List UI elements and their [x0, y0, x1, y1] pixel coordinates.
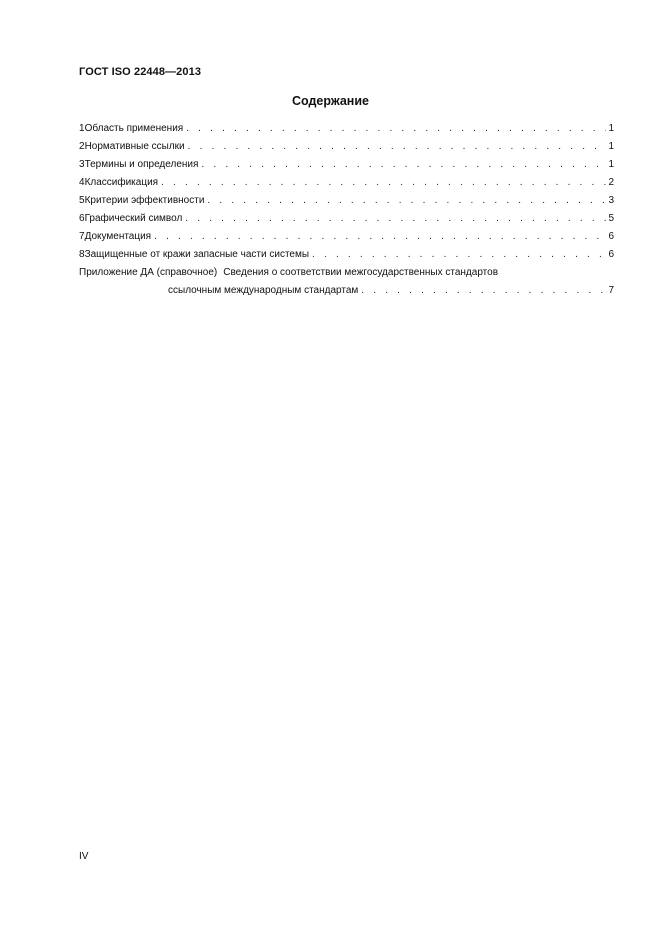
toc-entry-8[interactable]	[79, 246, 614, 264]
toc-entry-3[interactable]	[79, 156, 614, 174]
toc-title: Содержание	[291, 94, 369, 108]
toc-entry-page: 1	[608, 141, 614, 152]
toc-entry-page: 5	[608, 213, 614, 224]
toc-entry-number: 2	[79, 141, 85, 152]
toc-leader-dots	[201, 156, 606, 174]
toc-entry-6[interactable]	[79, 210, 614, 228]
toc-entry-page: 6	[608, 249, 614, 260]
toc-leader-dots	[186, 120, 606, 138]
toc-entry-number: 3	[79, 159, 85, 170]
toc-entry-page: 3	[608, 195, 614, 206]
toc-entry-title: Классификация	[84, 177, 159, 188]
toc-entry-1[interactable]	[79, 120, 614, 138]
toc-entry-page: 1	[608, 123, 614, 134]
toc-entry-title: Документация	[84, 231, 152, 242]
toc-leader-dots	[154, 228, 606, 246]
appendix-title-line1: Сведения о соответствии межгосударственных стандартов	[223, 267, 499, 278]
document-header: ГОСТ ISO 22448—2013	[79, 66, 202, 78]
toc-entry-page: 6	[608, 231, 614, 242]
appendix-title-line2: ссылочным международным стандартам	[168, 285, 359, 296]
toc-entry-2[interactable]	[79, 138, 614, 156]
toc-leader-dots	[207, 192, 606, 210]
toc-entry-title: Термины и определения	[84, 159, 199, 170]
toc-entry-number: 5	[79, 195, 85, 206]
toc-entry-number: 1	[79, 123, 85, 134]
toc-entry-page: 7	[608, 285, 614, 296]
toc-entry-4[interactable]	[79, 174, 614, 192]
toc-entry-number: 8	[79, 249, 85, 260]
toc-entry-title: Критерии эффективности	[84, 195, 205, 206]
toc-entry-title: Нормативные ссылки	[84, 141, 185, 152]
page-number: IV	[79, 851, 89, 862]
toc-entry-number: 6	[79, 213, 85, 224]
toc-leader-dots	[185, 210, 606, 228]
toc-entry-title: Защищенные от кражи запасные части системы	[84, 249, 310, 260]
toc-entry-7[interactable]	[79, 228, 614, 246]
toc-entry-title: Графический символ	[84, 213, 183, 224]
toc-entry-number: 4	[79, 177, 85, 188]
table-of-contents	[79, 120, 614, 300]
toc-entry-title: Область применения	[84, 123, 184, 134]
toc-entry-number: 7	[79, 231, 85, 242]
toc-leader-dots	[188, 138, 606, 156]
toc-appendix-entry[interactable]	[79, 264, 614, 300]
toc-entry-5[interactable]	[79, 192, 614, 210]
toc-leader-dots	[312, 246, 606, 264]
toc-entry-page: 1	[608, 159, 614, 170]
toc-leader-dots	[361, 282, 606, 300]
toc-entry-page: 2	[608, 177, 614, 188]
appendix-label: Приложение ДА (справочное)	[79, 267, 218, 278]
toc-leader-dots	[161, 174, 606, 192]
